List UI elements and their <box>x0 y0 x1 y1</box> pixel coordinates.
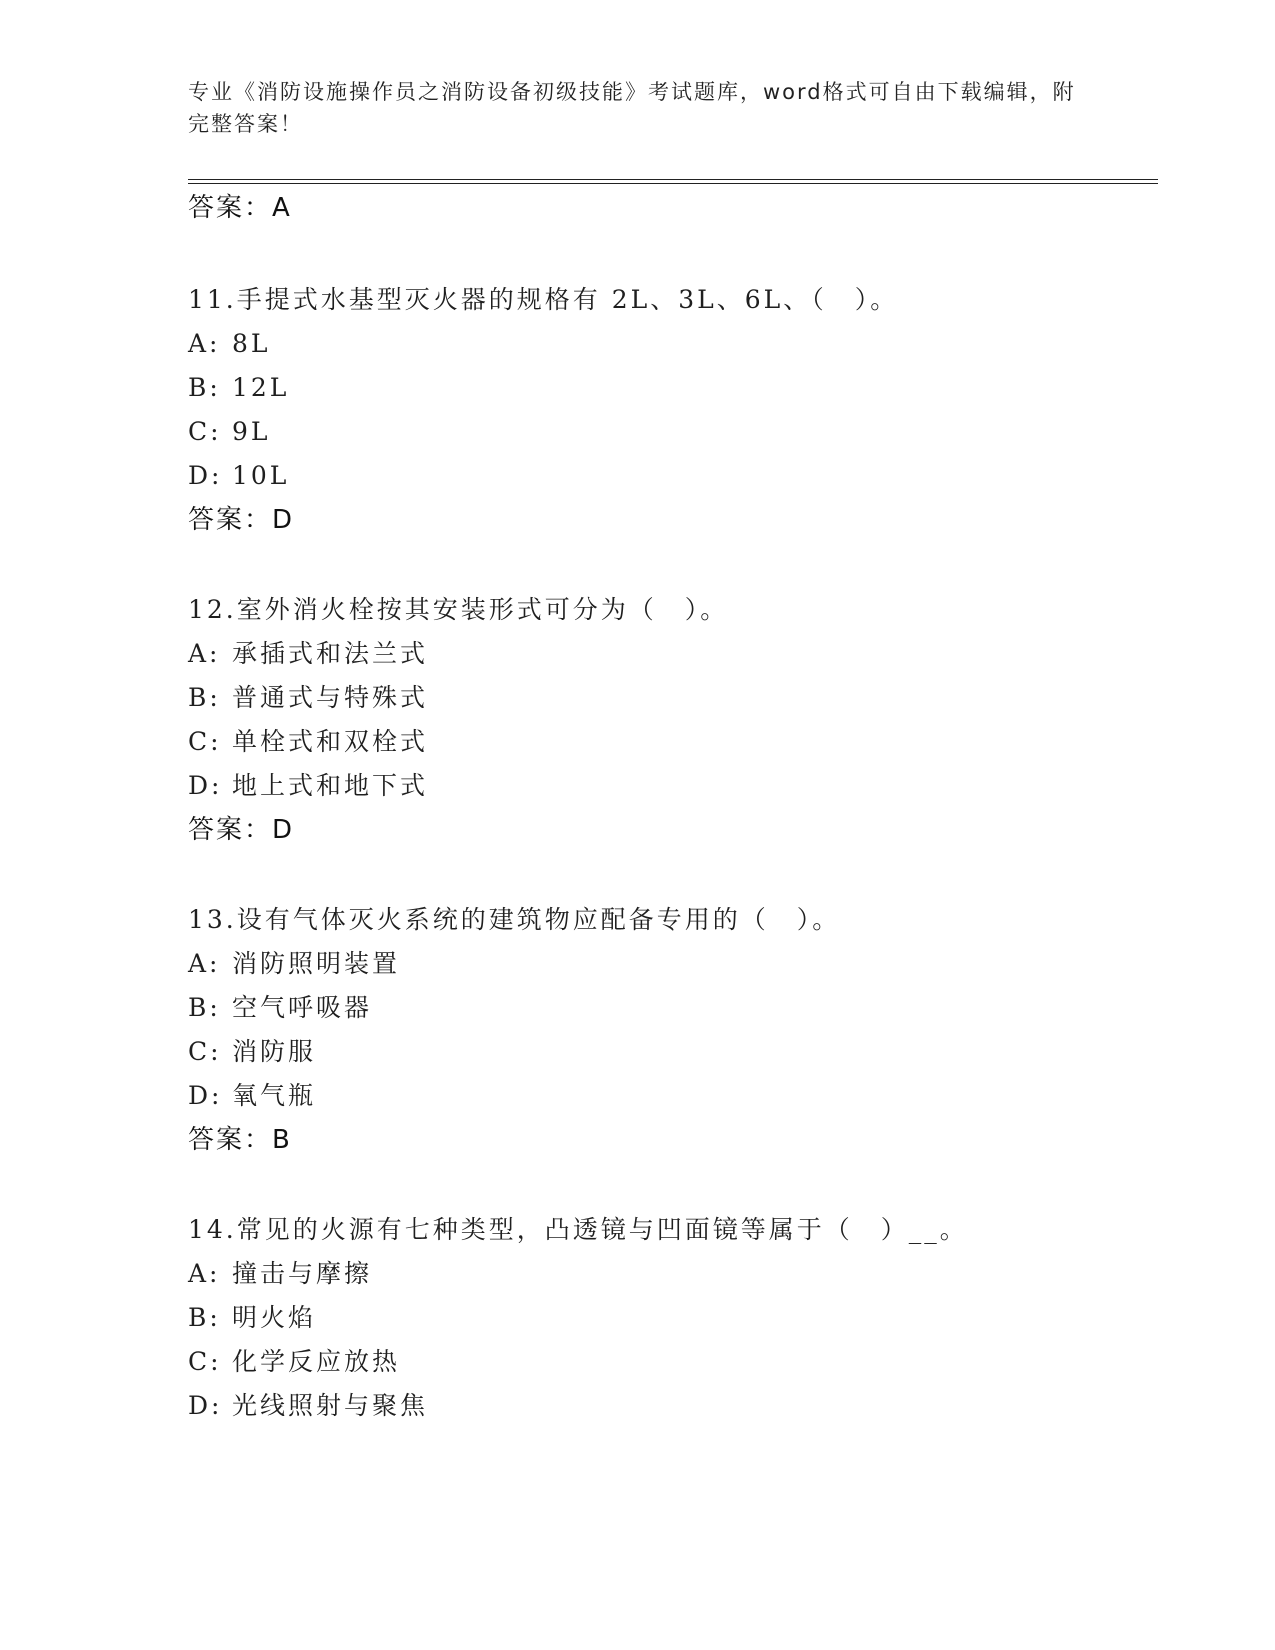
header-divider-bottom <box>188 183 1158 184</box>
option-letter: B: <box>188 1303 221 1332</box>
option-text: 明火焰 <box>232 1303 317 1332</box>
question-11-answer: 答案：D <box>188 505 295 535</box>
option-letter: D: <box>188 461 223 490</box>
option-letter: C: <box>188 1347 222 1376</box>
option-letter: A: <box>188 329 221 358</box>
option-text: 9L <box>232 417 271 446</box>
question-12-option-d <box>188 769 428 803</box>
option-text: 10L <box>232 461 290 490</box>
option-letter: B: <box>188 683 221 712</box>
question-13-stem: 13.设有气体灭火系统的建筑物应配备专用的（ ）。 <box>188 905 841 934</box>
question-13-answer: 答案：B <box>188 1125 292 1155</box>
option-text: 单栓式和双栓式 <box>232 727 429 756</box>
question-14-option-c <box>188 1345 400 1379</box>
option-text: 空气呼吸器 <box>232 993 373 1022</box>
question-12-option-a <box>188 637 428 671</box>
option-text: 普通式与特殊式 <box>232 683 429 712</box>
question-14-option-b <box>188 1301 316 1335</box>
option-text: 消防照明装置 <box>232 949 401 978</box>
option-text: 消防服 <box>232 1037 317 1066</box>
question-14-stem: 14.常见的火源有七种类型，凸透镜与凹面镜等属于（ ）__。 <box>188 1215 968 1244</box>
question-11-option-c <box>188 415 271 449</box>
option-letter: A: <box>188 639 221 668</box>
question-11-option-b <box>188 371 289 405</box>
option-letter: C: <box>188 1037 222 1066</box>
option-letter: B: <box>188 373 221 402</box>
option-text: 化学反应放热 <box>232 1347 401 1376</box>
question-12-option-b <box>188 681 428 715</box>
question-12-answer: 答案：D <box>188 815 295 845</box>
option-text: 承插式和法兰式 <box>232 639 429 668</box>
answer-prev: 答案：A <box>188 193 292 223</box>
option-letter: D: <box>188 1081 223 1110</box>
option-text: 12L <box>232 373 290 402</box>
option-letter: B: <box>188 993 221 1022</box>
question-13-option-a <box>188 947 400 981</box>
option-letter: C: <box>188 727 222 756</box>
document-header: 专业《消防设施操作员之消防设备初级技能》考试题库，word格式可自由下载编辑，附完整答案！ <box>188 80 1076 136</box>
option-letter: C: <box>188 417 222 446</box>
option-text: 地上式和地下式 <box>232 771 429 800</box>
question-13-option-c <box>188 1035 316 1069</box>
question-13-option-b <box>188 991 372 1025</box>
option-text: 撞击与摩擦 <box>232 1259 373 1288</box>
option-text: 光线照射与聚焦 <box>232 1391 429 1420</box>
question-11-stem: 11.手提式水基型灭火器的规格有 2L、3L、6L、（ ）。 <box>188 285 899 314</box>
question-12-option-c <box>188 725 428 759</box>
option-text: 8L <box>232 329 271 358</box>
question-12-stem: 12.室外消火栓按其安装形式可分为（ ）。 <box>188 595 729 624</box>
question-13-option-d <box>188 1079 316 1113</box>
question-14-option-d <box>188 1389 428 1423</box>
question-14-option-a <box>188 1257 372 1291</box>
option-letter: A: <box>188 1259 221 1288</box>
option-letter: D: <box>188 771 223 800</box>
header-divider-top <box>188 179 1158 180</box>
option-text: 氧气瓶 <box>232 1081 317 1110</box>
question-11-option-d <box>188 459 289 493</box>
question-11-option-a <box>188 327 271 361</box>
option-letter: D: <box>188 1391 223 1420</box>
option-letter: A: <box>188 949 221 978</box>
